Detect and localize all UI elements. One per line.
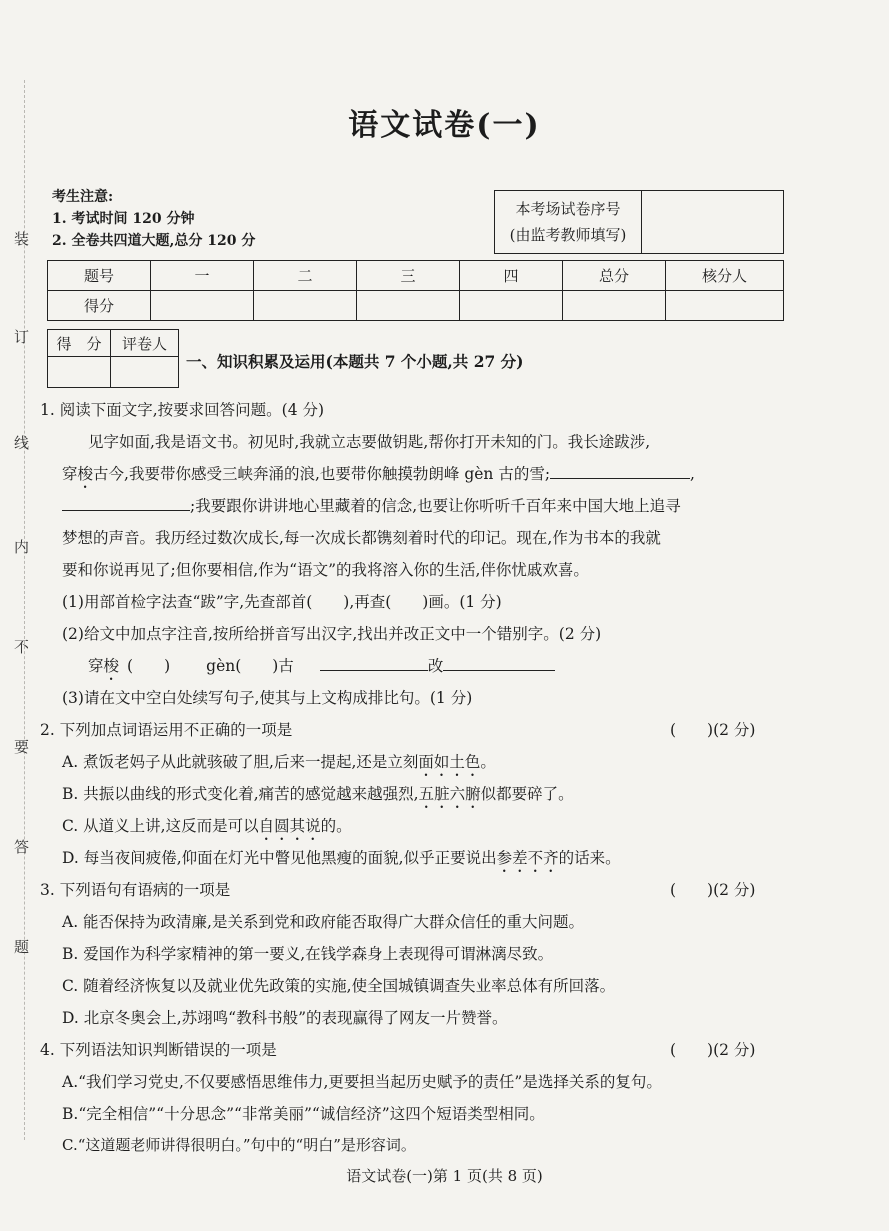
dotted-char: 梭 bbox=[103, 657, 120, 675]
binding-char: 不 bbox=[14, 638, 30, 656]
section-heading: 一、知识积累及运用(本题共 7 个小题,共 27 分) bbox=[186, 352, 524, 371]
notice-item: 1. 考试时间 120 分钟 bbox=[52, 211, 195, 227]
grader-reviewer-cell[interactable] bbox=[111, 357, 179, 388]
passage-line: 见字如面,我是语文书。初见时,我就立志要做钥匙,帮你打开未知的门。我长途跋涉, bbox=[88, 433, 651, 451]
binding-char: 题 bbox=[14, 938, 30, 956]
passage-text: 古今,我要带你感受三峡奔涌的浪,也要带你触摸勃朗峰 gèn 古的雪; bbox=[93, 465, 551, 483]
score-row-label: 得分 bbox=[48, 291, 151, 321]
option-d bbox=[62, 846, 621, 876]
option-b bbox=[62, 782, 574, 812]
score-header-cell: 核分人 bbox=[666, 261, 784, 291]
page-title: 语文试卷(一) bbox=[348, 108, 541, 143]
score-cell[interactable] bbox=[666, 291, 784, 321]
answer-bracket[interactable]: ( )(2 分) bbox=[670, 881, 756, 899]
answer-char: 穿 bbox=[88, 657, 104, 675]
score-header-cell: 二 bbox=[254, 261, 357, 291]
option-text: B. 共振以曲线的形式变化着,痛苦的感觉越来越强烈, bbox=[62, 785, 419, 803]
score-cell[interactable] bbox=[357, 291, 460, 321]
question-stem: 4. 下列语法知识判断错误的一项是 bbox=[40, 1041, 277, 1059]
grader-score-cell[interactable] bbox=[48, 357, 111, 388]
score-header-cell: 总分 bbox=[563, 261, 666, 291]
seat-label-line: 本考场试卷序号 bbox=[515, 200, 621, 218]
passage-line: 要和你说再见了;但你要相信,作为“语文”的我将溶入你的生活,伴你忧戚欢喜。 bbox=[62, 561, 589, 579]
dotted-word: 五脏六腑 bbox=[418, 785, 481, 803]
answer-char: 改 bbox=[427, 657, 444, 675]
option-a: A.“我们学习党史,不仅要感悟思维伟力,更要担当起历史赋予的责任”是选择关系的复句。 bbox=[62, 1073, 662, 1091]
score-header-cell: 三 bbox=[357, 261, 460, 291]
blank-line[interactable] bbox=[443, 656, 555, 671]
passage-line bbox=[62, 494, 681, 516]
binding-char: 线 bbox=[14, 434, 30, 452]
answer-bracket[interactable]: ( )(2 分) bbox=[670, 721, 756, 739]
option-text: C. 从道义上讲,这反而是可以 bbox=[62, 817, 259, 835]
question-stem: 2. 下列加点词语运用不正确的一项是 bbox=[40, 721, 293, 739]
option-d: D. 北京冬奥会上,苏翊鸣“教科书般”的表现赢得了网友一片赞誉。 bbox=[62, 1009, 508, 1027]
option-text: A. 煮饭老妈子从此就骇破了胆,后来一提起,还是立刻 bbox=[62, 753, 419, 771]
option-c: C.“这道题老师讲得很明白。”句中的“明白”是形容词。 bbox=[62, 1136, 416, 1154]
page-footer: 语文试卷(一)第 1 页(共 8 页) bbox=[346, 1167, 543, 1185]
sub-question: (3)请在文中空白处续写句子,使其与上文构成排比句。(1 分) bbox=[62, 689, 473, 707]
binding-char: 订 bbox=[14, 328, 30, 346]
seat-number-box bbox=[494, 190, 784, 254]
binding-char: 答 bbox=[14, 838, 30, 856]
option-b: B.“完全相信”“十分思念”“非常美丽”“诚信经济”这四个短语类型相同。 bbox=[62, 1105, 545, 1123]
option-text: 的话来。 bbox=[558, 849, 621, 867]
notice-item: 2. 全卷共四道大题,总分 120 分 bbox=[52, 233, 256, 249]
passage-text: 穿 bbox=[62, 465, 78, 483]
seat-label-line: (由监考教师填写) bbox=[509, 226, 627, 244]
score-cell[interactable] bbox=[151, 291, 254, 321]
option-a: A. 能否保持为政清廉,是关系到党和政府能否取得广大群众信任的重大问题。 bbox=[62, 913, 584, 931]
score-header-cell: 一 bbox=[151, 261, 254, 291]
blank-line[interactable] bbox=[62, 496, 190, 511]
sub-question: (2)给文中加点字注音,按所给拼音写出汉字,找出并改正文中一个错别字。(2 分) bbox=[62, 625, 602, 643]
option-a bbox=[62, 750, 496, 780]
answer-blank[interactable]: ( ) bbox=[127, 657, 171, 675]
option-text: D. 每当夜间疲倦,仰面在灯光中瞥见他黑瘦的面貌,似乎正要说出 bbox=[62, 849, 497, 867]
option-c bbox=[62, 814, 352, 844]
exam-notice bbox=[52, 186, 255, 252]
option-text: 的。 bbox=[320, 817, 352, 835]
sub-question: (1)用部首检字法查“跋”字,先查部首( ),再查( )画。(1 分) bbox=[62, 593, 502, 611]
passage-text: , bbox=[690, 465, 695, 483]
blank-line[interactable] bbox=[550, 464, 690, 479]
dotted-word: 面如土色 bbox=[418, 753, 481, 771]
option-b: B. 爱国作为科学家精神的第一要义,在钱学森身上表现得可谓淋漓尽致。 bbox=[62, 945, 554, 963]
dotted-word: 自圆其说 bbox=[258, 817, 321, 835]
score-cell[interactable] bbox=[460, 291, 563, 321]
dotted-char: 梭 bbox=[77, 465, 94, 483]
seat-number-field[interactable] bbox=[642, 191, 783, 253]
passage-text: ;我要跟你讲讲地心里藏着的信念,也要让你听听千百年来中国大地上追寻 bbox=[190, 497, 681, 515]
passage-line: 梦想的声音。我历经过数次成长,每一次成长都镌刻着时代的印记。现在,作为书本的我就 bbox=[62, 529, 661, 547]
answer-blank[interactable]: gèn( )古 bbox=[206, 657, 294, 675]
notice-heading: 考生注意: bbox=[52, 189, 114, 205]
seat-number-label bbox=[495, 191, 642, 253]
binding-char: 内 bbox=[14, 538, 30, 556]
binding-char: 要 bbox=[14, 738, 30, 756]
answer-bracket[interactable]: ( )(2 分) bbox=[670, 1041, 756, 1059]
passage-line bbox=[62, 462, 695, 492]
grader-score-label: 得 分 bbox=[48, 330, 111, 357]
binding-char: 装 bbox=[14, 230, 30, 248]
option-c: C. 随着经济恢复以及就业优先政策的实施,使全国城镇调查失业率总体有所回落。 bbox=[62, 977, 616, 995]
blank-line[interactable] bbox=[320, 656, 428, 671]
score-header-cell: 题号 bbox=[48, 261, 151, 291]
score-header-cell: 四 bbox=[460, 261, 563, 291]
grader-reviewer-label: 评卷人 bbox=[111, 330, 179, 357]
option-text: 。 bbox=[480, 753, 496, 771]
score-table bbox=[47, 260, 784, 321]
score-cell[interactable] bbox=[563, 291, 666, 321]
answer-row bbox=[88, 654, 555, 684]
grader-table bbox=[47, 329, 179, 388]
dotted-word: 参差不齐 bbox=[496, 849, 559, 867]
question-stem: 3. 下列语句有语病的一项是 bbox=[40, 881, 231, 899]
question-stem: 1. 阅读下面文字,按要求回答问题。(4 分) bbox=[40, 401, 325, 419]
score-cell[interactable] bbox=[254, 291, 357, 321]
option-text: 似都要碎了。 bbox=[480, 785, 574, 803]
